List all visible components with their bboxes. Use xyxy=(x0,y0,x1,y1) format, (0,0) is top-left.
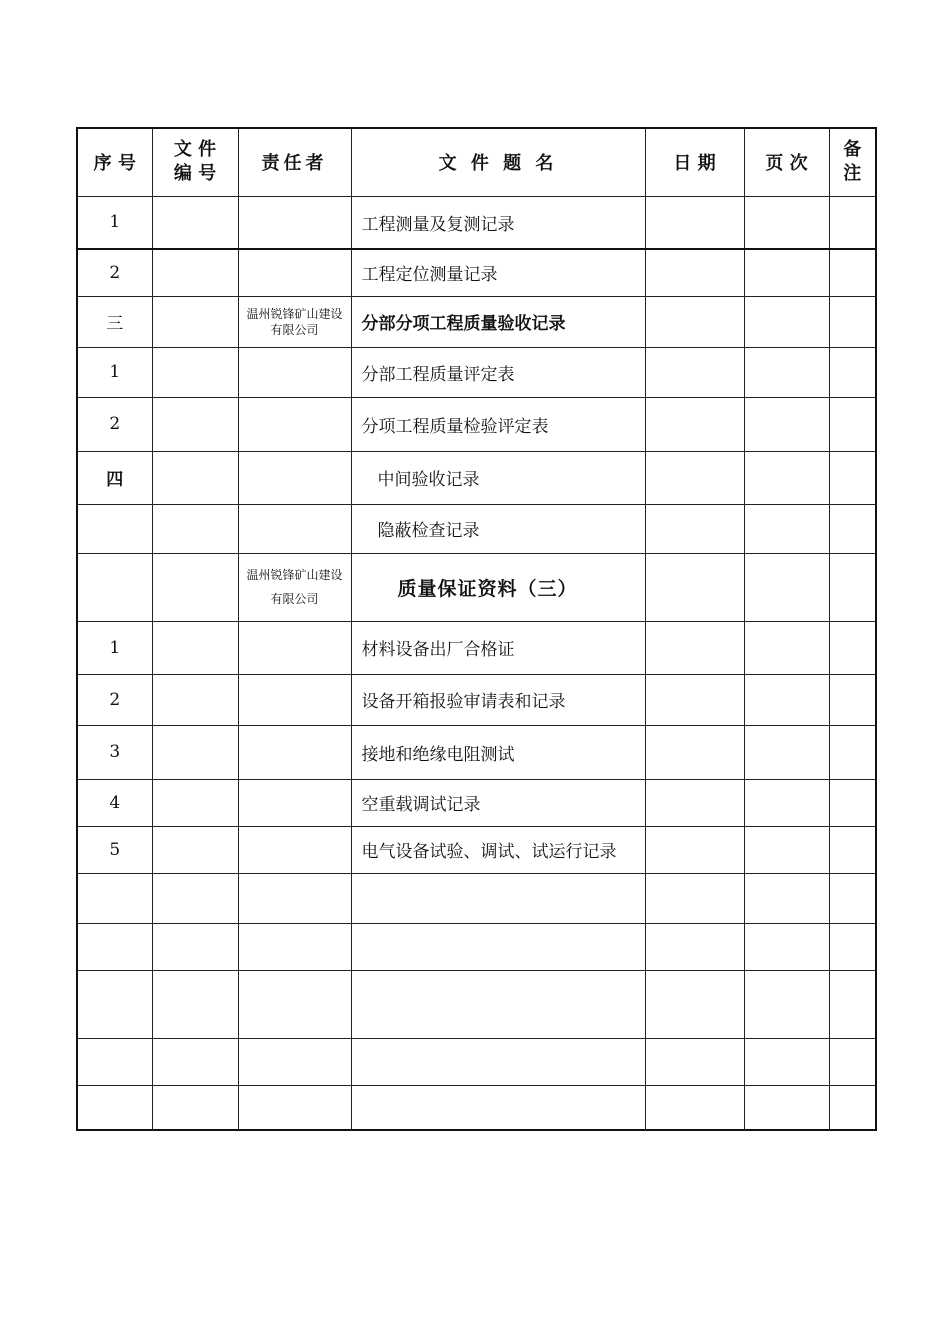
table-row xyxy=(77,347,876,397)
row-docno xyxy=(152,249,238,296)
row-date xyxy=(645,779,744,826)
row-owner xyxy=(238,451,351,504)
table-row xyxy=(77,923,876,970)
table-row xyxy=(77,621,876,674)
row-owner xyxy=(238,970,351,1038)
row-docno xyxy=(152,1038,238,1085)
row-seq xyxy=(77,553,152,621)
row-page xyxy=(744,873,829,923)
row-docno xyxy=(152,674,238,725)
table-row xyxy=(77,504,876,553)
row-page xyxy=(744,1085,829,1130)
header-date: 日 期 xyxy=(645,128,744,196)
row-title xyxy=(351,873,645,923)
row-title: 空重载调试记录 xyxy=(351,779,645,826)
row-owner xyxy=(238,725,351,779)
table-row xyxy=(77,553,876,621)
row-seq: 3 xyxy=(77,725,152,779)
row-page xyxy=(744,451,829,504)
row-title: 隐蔽检查记录 xyxy=(351,504,645,553)
row-note xyxy=(829,923,876,970)
row-seq xyxy=(77,923,152,970)
row-docno xyxy=(152,347,238,397)
header-note-line2: 注 xyxy=(843,163,862,185)
row-owner xyxy=(238,196,351,249)
row-page xyxy=(744,553,829,621)
table-row xyxy=(77,397,876,451)
row-date xyxy=(645,196,744,249)
row-title: 质量保证资料（三） xyxy=(351,553,645,621)
row-page xyxy=(744,296,829,347)
row-note xyxy=(829,296,876,347)
row-page xyxy=(744,779,829,826)
row-owner xyxy=(238,1038,351,1085)
row-date xyxy=(645,296,744,347)
row-page xyxy=(744,397,829,451)
row-date xyxy=(645,674,744,725)
row-seq: 2 xyxy=(77,674,152,725)
row-note xyxy=(829,504,876,553)
row-owner xyxy=(238,621,351,674)
row-note xyxy=(829,196,876,249)
row-owner xyxy=(238,826,351,873)
row-note xyxy=(829,621,876,674)
row-note xyxy=(829,347,876,397)
row-note xyxy=(829,826,876,873)
row-seq xyxy=(77,873,152,923)
row-date xyxy=(645,451,744,504)
row-owner: 温州锐锋矿山建设有限公司 xyxy=(238,553,351,621)
row-title: 工程测量及复测记录 xyxy=(351,196,645,249)
row-docno xyxy=(152,451,238,504)
row-date xyxy=(645,826,744,873)
row-date xyxy=(645,347,744,397)
row-page xyxy=(744,504,829,553)
row-seq xyxy=(77,970,152,1038)
row-docno xyxy=(152,970,238,1038)
row-note xyxy=(829,1085,876,1130)
header-seq: 序 号 xyxy=(77,128,152,196)
header-row xyxy=(77,128,876,196)
table-row xyxy=(77,826,876,873)
row-note xyxy=(829,397,876,451)
row-title xyxy=(351,1038,645,1085)
row-seq: 1 xyxy=(77,347,152,397)
row-title: 分项工程质量检验评定表 xyxy=(351,397,645,451)
row-owner xyxy=(238,249,351,296)
row-seq: 2 xyxy=(77,249,152,296)
row-docno xyxy=(152,873,238,923)
row-owner xyxy=(238,674,351,725)
row-seq xyxy=(77,1085,152,1130)
table-row xyxy=(77,196,876,249)
row-docno xyxy=(152,779,238,826)
row-docno xyxy=(152,553,238,621)
row-seq xyxy=(77,1038,152,1085)
table-row xyxy=(77,296,876,347)
row-docno xyxy=(152,397,238,451)
header-note xyxy=(829,128,876,196)
row-docno xyxy=(152,725,238,779)
row-note xyxy=(829,873,876,923)
row-date xyxy=(645,970,744,1038)
row-title xyxy=(351,970,645,1038)
table-row xyxy=(77,779,876,826)
row-title: 工程定位测量记录 xyxy=(351,249,645,296)
row-seq: 三 xyxy=(77,296,152,347)
row-title: 电气设备试验、调试、试运行记录 xyxy=(351,826,645,873)
row-docno xyxy=(152,826,238,873)
table-row xyxy=(77,873,876,923)
table-row xyxy=(77,674,876,725)
row-title: 分部工程质量评定表 xyxy=(351,347,645,397)
row-page xyxy=(744,970,829,1038)
row-seq: 2 xyxy=(77,397,152,451)
document-index-table xyxy=(76,127,877,1131)
table-row xyxy=(77,725,876,779)
row-date xyxy=(645,249,744,296)
row-docno xyxy=(152,1085,238,1130)
header-owner: 责任者 xyxy=(238,128,351,196)
row-page xyxy=(744,249,829,296)
header-doc-number xyxy=(152,128,238,196)
table-row xyxy=(77,1085,876,1130)
row-date xyxy=(645,397,744,451)
row-note xyxy=(829,970,876,1038)
row-page xyxy=(744,725,829,779)
header-doc-number-line2: 编 号 xyxy=(173,163,217,185)
row-note xyxy=(829,249,876,296)
row-note xyxy=(829,674,876,725)
row-title xyxy=(351,923,645,970)
row-date xyxy=(645,1085,744,1130)
row-seq: 1 xyxy=(77,196,152,249)
row-owner xyxy=(238,347,351,397)
row-title: 材料设备出厂合格证 xyxy=(351,621,645,674)
table-row xyxy=(77,249,876,296)
header-doc-number-line1: 文 件 xyxy=(173,139,217,161)
row-note xyxy=(829,553,876,621)
row-seq: 5 xyxy=(77,826,152,873)
header-page: 页 次 xyxy=(744,128,829,196)
row-owner xyxy=(238,397,351,451)
row-owner xyxy=(238,1085,351,1130)
row-note xyxy=(829,451,876,504)
row-date xyxy=(645,504,744,553)
header-title: 文 件 题 名 xyxy=(351,128,645,196)
row-page xyxy=(744,923,829,970)
row-date xyxy=(645,1038,744,1085)
row-seq: 1 xyxy=(77,621,152,674)
row-owner: 温州锐锋矿山建设有限公司 xyxy=(238,296,351,347)
table-row xyxy=(77,451,876,504)
row-page xyxy=(744,674,829,725)
row-seq xyxy=(77,504,152,553)
row-title: 设备开箱报验审请表和记录 xyxy=(351,674,645,725)
row-date xyxy=(645,873,744,923)
row-date xyxy=(645,621,744,674)
row-date xyxy=(645,923,744,970)
row-title: 中间验收记录 xyxy=(351,451,645,504)
row-docno xyxy=(152,504,238,553)
row-docno xyxy=(152,196,238,249)
row-note xyxy=(829,779,876,826)
row-seq: 4 xyxy=(77,779,152,826)
row-page xyxy=(744,621,829,674)
row-page xyxy=(744,826,829,873)
row-page xyxy=(744,347,829,397)
row-owner xyxy=(238,873,351,923)
row-owner xyxy=(238,504,351,553)
row-docno xyxy=(152,621,238,674)
row-page xyxy=(744,1038,829,1085)
row-date xyxy=(645,553,744,621)
row-owner xyxy=(238,779,351,826)
row-title: 接地和绝缘电阻测试 xyxy=(351,725,645,779)
row-docno xyxy=(152,923,238,970)
row-owner xyxy=(238,923,351,970)
row-note xyxy=(829,1038,876,1085)
row-title: 分部分项工程质量验收记录 xyxy=(351,296,645,347)
row-seq: 四 xyxy=(77,451,152,504)
row-docno xyxy=(152,296,238,347)
row-title xyxy=(351,1085,645,1130)
row-note xyxy=(829,725,876,779)
header-note-line1: 备 xyxy=(843,139,862,161)
table-row xyxy=(77,970,876,1038)
row-page xyxy=(744,196,829,249)
row-date xyxy=(645,725,744,779)
table-row xyxy=(77,1038,876,1085)
